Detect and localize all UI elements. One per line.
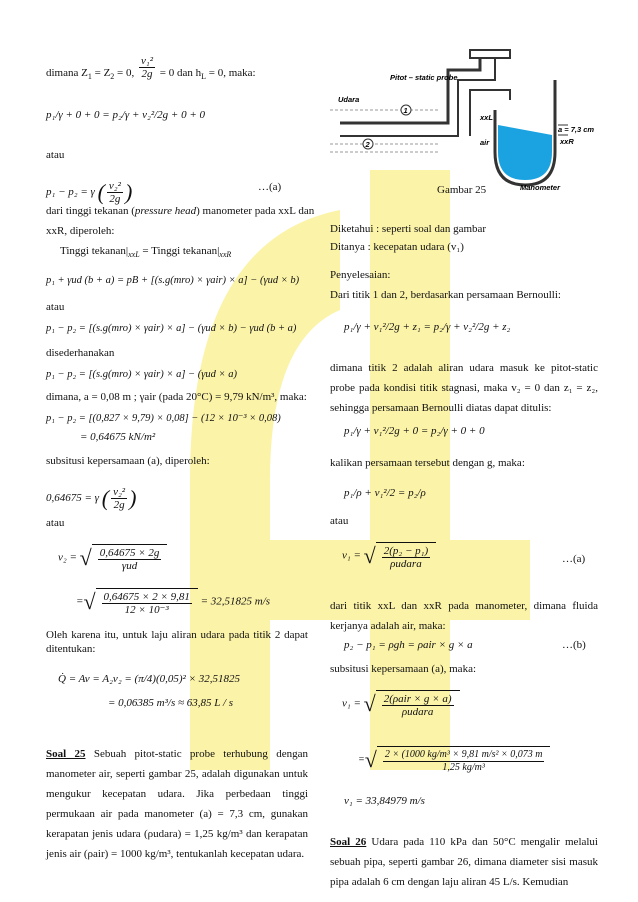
text-flowrate: Oleh karena itu, untuk laju aliran udara pada titik 2 dapat ditentukan: <box>46 629 308 655</box>
atau-3: atau <box>46 517 65 529</box>
watermark-right-bar <box>370 170 450 770</box>
eq-tag-a: …(a) <box>258 181 282 193</box>
text-stagnation: dimana titik 2 adalah aliran udara masuk ke pitot-static probe pada kondisi titik stagnasi, maka v₂ = 0 dan z₁ = z₂, sehingga persamaan Bernoulli diatas dapat ditulis: <box>330 362 598 414</box>
atau-right: atau <box>330 515 349 527</box>
text-head-1: dari tinggi tekanan (pressure head) manometer pada xxL dan <box>46 205 315 217</box>
ditanya: Ditanya : kecepatan udara (v₁) <box>330 241 464 253</box>
penyelesaian: Penyelesaian: <box>330 269 391 281</box>
label-air: air <box>480 138 490 147</box>
atau-2: atau <box>46 301 65 313</box>
eq-pressure-diff: p₁ − p₂ = γ ( $\frac{\text{v₂²}}{2g}$ ) <box>46 179 133 205</box>
text-manometer-fluid: dari titik xxL dan xxR pada manometer, dimana fluida kerjanya adalah air, maka: <box>330 600 598 632</box>
figure-25-caption: Gambar 25 <box>437 184 487 196</box>
soal-26-label: Soal 26 <box>330 836 367 848</box>
eq-numeric: p₁ − p₂ = [(0,827 × 9,79) × 0,08] − (12 × 10⁻³ × 0,08) <box>46 413 281 424</box>
text-given-a: dimana, a = 0,08 m ; γair (pada 20°C) = 9,79 kN/m³, maka: <box>46 391 307 403</box>
text-bernoulli: Dari titik 1 dan 2, berdasarkan persamaan Bernoulli: <box>330 289 561 301</box>
disederhanakan: disederhanakan <box>46 347 115 359</box>
eq-pressure-water: p₂ − p₁ = ρgh = ρair × g × a <box>344 639 473 651</box>
eq-numeric-result: = 0,64675 kN/m² <box>80 431 156 443</box>
label-udara: Udara <box>338 95 360 104</box>
soal-26-paragraph: Soal 26 Udara pada 110 kPa dan 50°C mengalir melalui sebuah pipa, seperti gambar 26, dimana diameter sisi masuk pipa adalah 6 cm dengan laju aliran 45 L/s. Kemudian <box>330 836 598 888</box>
label-a: a = 7,3 cm <box>558 125 595 134</box>
eq-v1-numeric: =√ $\frac{\text{2 × (1000 kg/m³ × 9,81 m/s² × 0,073 m}}{\text{1,25 kg/m³}}$ <box>358 746 550 774</box>
eq-flowrate-result: = 0,06385 m³/s ≈ 63,85 L / s <box>108 697 234 709</box>
eq-manometer-2: p₁ − p₂ = [(s.g(mro) × γair) × a] − (γud × b) − γud (b + a) <box>46 323 297 334</box>
text-multiply-g: kalikan persamaan tersebut dengan g, maka: <box>330 457 525 469</box>
label-point-2: 2 <box>365 140 370 149</box>
label-xxr: xxR <box>560 137 574 146</box>
eq-tag-b: …(b) <box>562 639 586 651</box>
intro-line: dimana $Z_1 = Z_2 = 0$, $\frac{\text{v₁²}}{2g}$ = 0 dan $h_L = 0$, maka: <box>46 54 256 82</box>
label-pitot: Pitot – static probe <box>390 73 458 82</box>
eq-v2: v₂ = √ $\frac{0,64675 \times 2g}{\text{γud}}$ <box>58 544 167 572</box>
label-xxl: xxL <box>480 113 493 122</box>
label-manometer: Manometer <box>520 183 561 190</box>
figure-25-diagram <box>330 40 605 190</box>
atau-1: atau <box>46 149 65 161</box>
soal-25-label: Soal 25 <box>46 748 86 760</box>
eq-simplified: p₁ − p₂ = [(s.g(mro) × γair) × a] − (γud × a) <box>46 369 237 380</box>
watermark-left-arc <box>190 210 340 770</box>
eq-bernoulli-g: p₁/ρ + v₁²/2 = p₂/ρ <box>344 487 426 499</box>
eq-v1: v₁ = √ $\frac{\text{2(p₂ − p₁)}}{\text{ρudara}}$ <box>342 542 436 570</box>
soal-25-paragraph: Soal 25 Sebuah pitot-static probe terhubung dengan manometer air, seperti gambar 25, adalah digunakan untuk mengukur kecepatan udara. Jika perbedaan tinggi permukaan air pada manometer (a) = 7,3 cm, gunakan kerapatan jenis udara (ρudara) = 1,25 kg/m³ dan kerapatan jenis air (ρair) = 1000 kg/m³, tentukanlah kecepatan udara. <box>46 748 308 860</box>
eq-flowrate: Q̇ = Av = A₂v₂ = (π/4)(0,05)² × 32,51825 <box>58 673 240 685</box>
eq-manometer: p₁ + γud (b + a) = pB + [(s.g(mro) × γair) × a] − (γud × b) <box>46 275 300 286</box>
tinggi-tekanan: Tinggi $tekanan|_{xxL}$ = Tinggi $tekanan|_{xxR}$ <box>60 245 232 260</box>
eq-v1-result: v₁ = 33,84979 m/s <box>344 795 425 807</box>
label-point-1: 1 <box>403 106 408 115</box>
eq-tag-a-right: …(a) <box>562 553 586 565</box>
eq-v2-numeric: =√ $\frac{0,64675 \times 2 \times 9,81}{\text{12 × 10⁻³}}$ = 32,51825 m/s <box>76 589 271 616</box>
eq-bernoulli-full: p₁/γ + v₁²/2g + z₁ = p₂/γ + v₂²/2g + z₂ <box>344 321 511 333</box>
diketahui: Diketahui : seperti soal dan gambar <box>330 223 487 235</box>
pitot-probe <box>340 50 510 136</box>
eq-bernoulli: p₁/γ + 0 + 0 = p₂/γ + v₂²/2g + 0 + 0 <box>46 109 206 121</box>
text-substitute-right: subsitusi kepersamaan (a), maka: <box>330 663 477 675</box>
eq-v1-rho: v₁ = √ $\frac{\text{2(ρair × g × a)}}{\text{ρudara}}$ <box>342 690 460 718</box>
flow-lines <box>330 110 440 152</box>
eq-substitute: 0,64675 = γ ( $\frac{\text{v₂²}}{2g}$ ) <box>46 485 137 511</box>
text-substitute: subsitusi kepersamaan (a), diperoleh: <box>46 455 210 467</box>
eq-bernoulli-simplified: p₁/γ + v₁²/2g + 0 = p₂/γ + 0 + 0 <box>344 425 485 437</box>
text-head-2: xxR, diperoleh: <box>46 225 115 237</box>
